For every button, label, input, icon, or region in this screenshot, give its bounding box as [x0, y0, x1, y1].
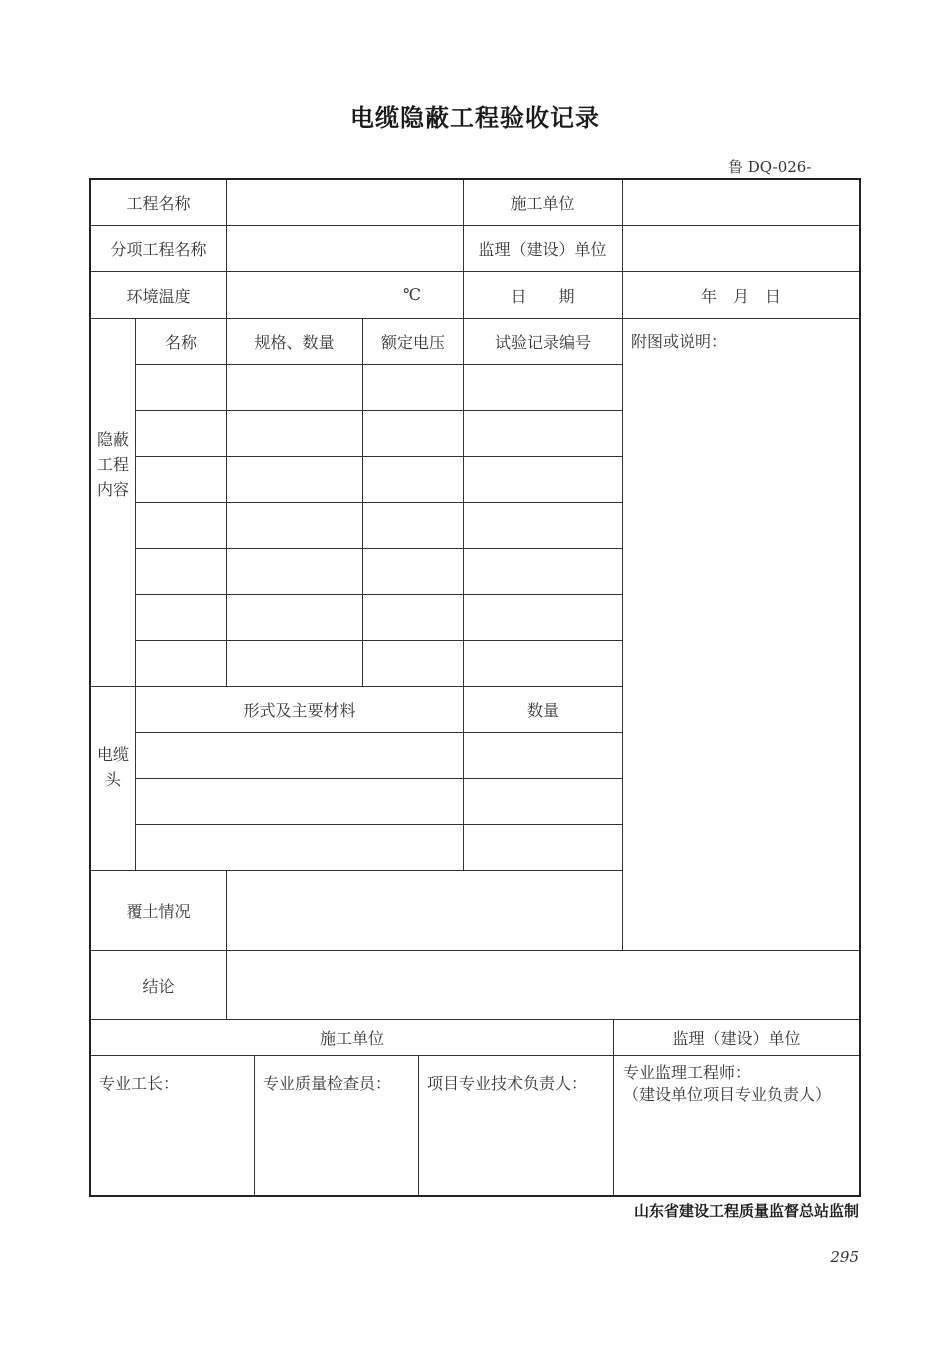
supervision-engineer-signature[interactable]: 专业监理工程师： — [623, 1063, 752, 1082]
row-line — [135, 594, 622, 595]
construction-unit-field[interactable] — [623, 180, 859, 225]
form-code: 鲁 DQ-026- — [728, 158, 812, 176]
conclusion-field[interactable] — [227, 951, 859, 1019]
supervision-unit-field[interactable] — [623, 226, 859, 271]
owner-lead-signature[interactable]: （建设单位项目专业负责人） — [623, 1085, 832, 1104]
col-header-voltage: 额定电压 — [380, 333, 445, 352]
backfill-label: 覆土情况 — [126, 902, 191, 921]
sub-project-label: 分项工程名称 — [110, 240, 207, 259]
row-line — [135, 364, 622, 365]
page-number: 295 — [830, 1248, 859, 1266]
env-temp-label: 环境温度 — [126, 286, 191, 306]
col-header-name: 名称 — [164, 333, 197, 352]
col-line — [226, 318, 227, 686]
col-header-form-material: 形式及主要材料 — [243, 701, 356, 720]
col-line — [135, 318, 136, 870]
temp-unit: ℃ — [403, 285, 421, 304]
row-line — [135, 732, 622, 733]
row-line — [135, 640, 622, 641]
col-header-quantity: 数量 — [526, 701, 559, 720]
row-line — [91, 1055, 859, 1056]
date-value[interactable]: 年 月 日 — [700, 286, 781, 306]
construction-unit-label: 施工单位 — [510, 194, 575, 213]
col-line — [362, 318, 363, 686]
date-label: 日 期 — [510, 286, 575, 306]
col-line — [254, 1055, 255, 1195]
signature-construction-unit: 施工单位 — [319, 1029, 384, 1048]
foreman-signature[interactable]: 专业工长： — [99, 1074, 180, 1093]
row-line — [135, 548, 622, 549]
col-header-spec: 规格、数量 — [254, 333, 335, 352]
col-line — [463, 318, 464, 870]
conclusion-label: 结论 — [142, 976, 175, 996]
notes-label: 附图或说明： — [631, 332, 728, 351]
project-name-label: 工程名称 — [126, 194, 191, 213]
row-line — [135, 502, 622, 503]
form-table — [89, 178, 861, 1197]
footer-issuer: 山东省建设工程质量监督总站监制 — [633, 1202, 859, 1220]
backfill-field[interactable] — [227, 871, 622, 950]
cable-head-section-label: 电缆头 — [96, 745, 129, 789]
quality-inspector-signature[interactable]: 专业质量检查员： — [263, 1074, 392, 1093]
env-temp-field[interactable] — [227, 272, 463, 318]
col-line — [418, 1055, 419, 1195]
project-name-field[interactable] — [227, 180, 463, 225]
supervision-unit-label: 监理（建设）单位 — [478, 240, 607, 259]
tech-lead-signature[interactable]: 项目专业技术负责人： — [427, 1074, 588, 1093]
col-header-test-record: 试验记录编号 — [494, 333, 591, 352]
row-line — [135, 456, 622, 457]
sub-project-field[interactable] — [227, 226, 463, 271]
row-line — [135, 824, 622, 825]
row-line — [135, 778, 622, 779]
hidden-work-section-label: 隐蔽工程内容 — [96, 430, 129, 499]
signature-supervision-unit: 监理（建设）单位 — [672, 1029, 801, 1048]
page-title: 电缆隐蔽工程验收记录 — [350, 104, 600, 132]
row-line — [135, 410, 622, 411]
